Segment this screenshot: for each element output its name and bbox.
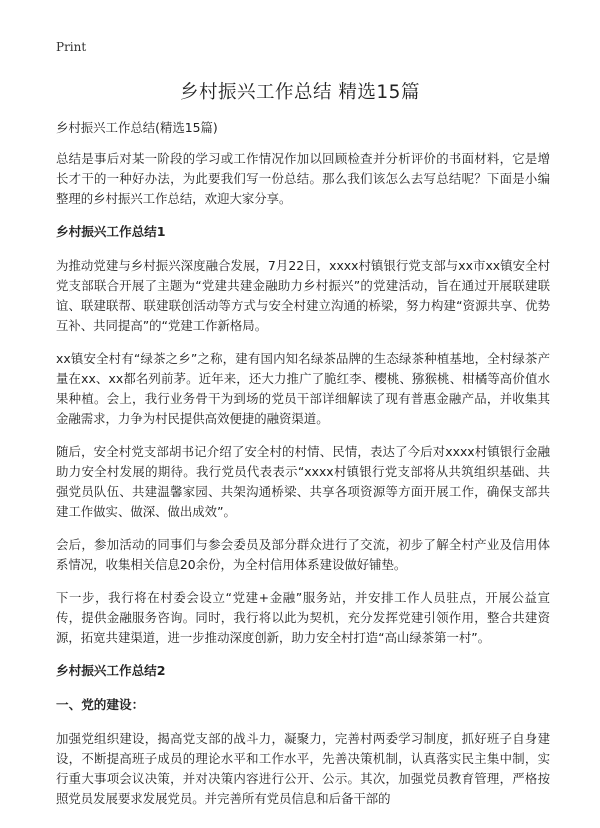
section1-paragraph-1: 为推动党建与乡村振兴深度融合发展，7月22日，xxxx村镇银行党支部与xx市xx镇安全村党支部联合开展了主题为“党建共建金融助力乡村振兴”的党建活动，旨在通过开展联建联谊、联建联帮、联建联创活动等方式与安全村建立沟通的桥梁，努力构建“资源共享、优势互补、共同提高”的“党建工作新格局。 <box>56 258 550 333</box>
article-body <box>56 118 550 822</box>
section1-paragraph-4: 会后，参加活动的同事们与参会委员及部分群众进行了交流，初步了解全村产业及信用体系情况，收集相关信息20余份，为全村信用体系建设做好铺垫。 <box>56 537 550 572</box>
section2-paragraph-1: 加强党组织建设，揭高党支部的战斗力，凝聚力，完善村两委学习制度，抓好班子自身建设，不断提高班子成员的理论水平和工作水平，先善决策机制，认真落实民主集中制，实行重大事项会议决策，并对决策内容进行公开、公示。其次，加强党员教育管理，严格按照党员发展要求发展党员。并完善所有党员信息和后备干部的 <box>56 731 550 806</box>
print-link[interactable]: Print <box>56 40 87 54</box>
intro-paragraph: 总结是事后对某一阶段的学习或工作情况作加以回顾检查并分析评价的书面材料，它是增长才干的一种好办法，为此要我们写一份总结。那么我们该怎么去写总结呢？下面是小编整理的乡村振兴工作总结，欢迎大家分享。 <box>56 151 550 206</box>
article-subtitle: 乡村振兴工作总结(精选15篇) <box>56 120 218 135</box>
page-title: 乡村振兴工作总结 精选15篇 <box>180 82 420 103</box>
section2-subheading: 一、党的建设： <box>56 697 145 712</box>
section-heading-2: 乡村振兴工作总结2 <box>56 663 166 678</box>
section1-paragraph-3: 随后，安全村党支部胡书记介绍了安全村的村情、民情，表达了今后对xxxx村镇银行金融助力安全村发展的期待。我行党员代表表示“xxxx村镇银行党支部将从共筑组织基础、共强党员队伍、共建温馨家园、共架沟通桥梁、共享各项资源等方面开展工作，确保支部共建工作做实、做深、做出成效”。 <box>56 444 550 519</box>
section1-paragraph-5: 下一步，我行将在村委会设立“党建+金融”服务站，并安排工作人员驻点，开展公益宣传，提供金融服务咨询。同时，我行将以此为契机，充分发挥党建引领作用，整合共建资源，拓宽共建渠道，进一步推动深度创新，助力安全村打造“高山绿茶第一村”。 <box>56 590 550 645</box>
section-heading-1: 乡村振兴工作总结1 <box>56 224 166 239</box>
section1-paragraph-2: xx镇安全村有“绿茶之乡”之称，建有国内知名绿茶品牌的生态绿茶种植基地，全村绿茶产量在xx、xx都名列前茅。近年来，还大力推广了脆红李、樱桃、猕猴桃、柑橘等高价值水果种植。会上，我行业务骨干为到场的党员干部详细解读了现有普惠金融产品，并收集其金融需求，力争为村民提供高效便捷的融资渠道。 <box>56 351 550 426</box>
